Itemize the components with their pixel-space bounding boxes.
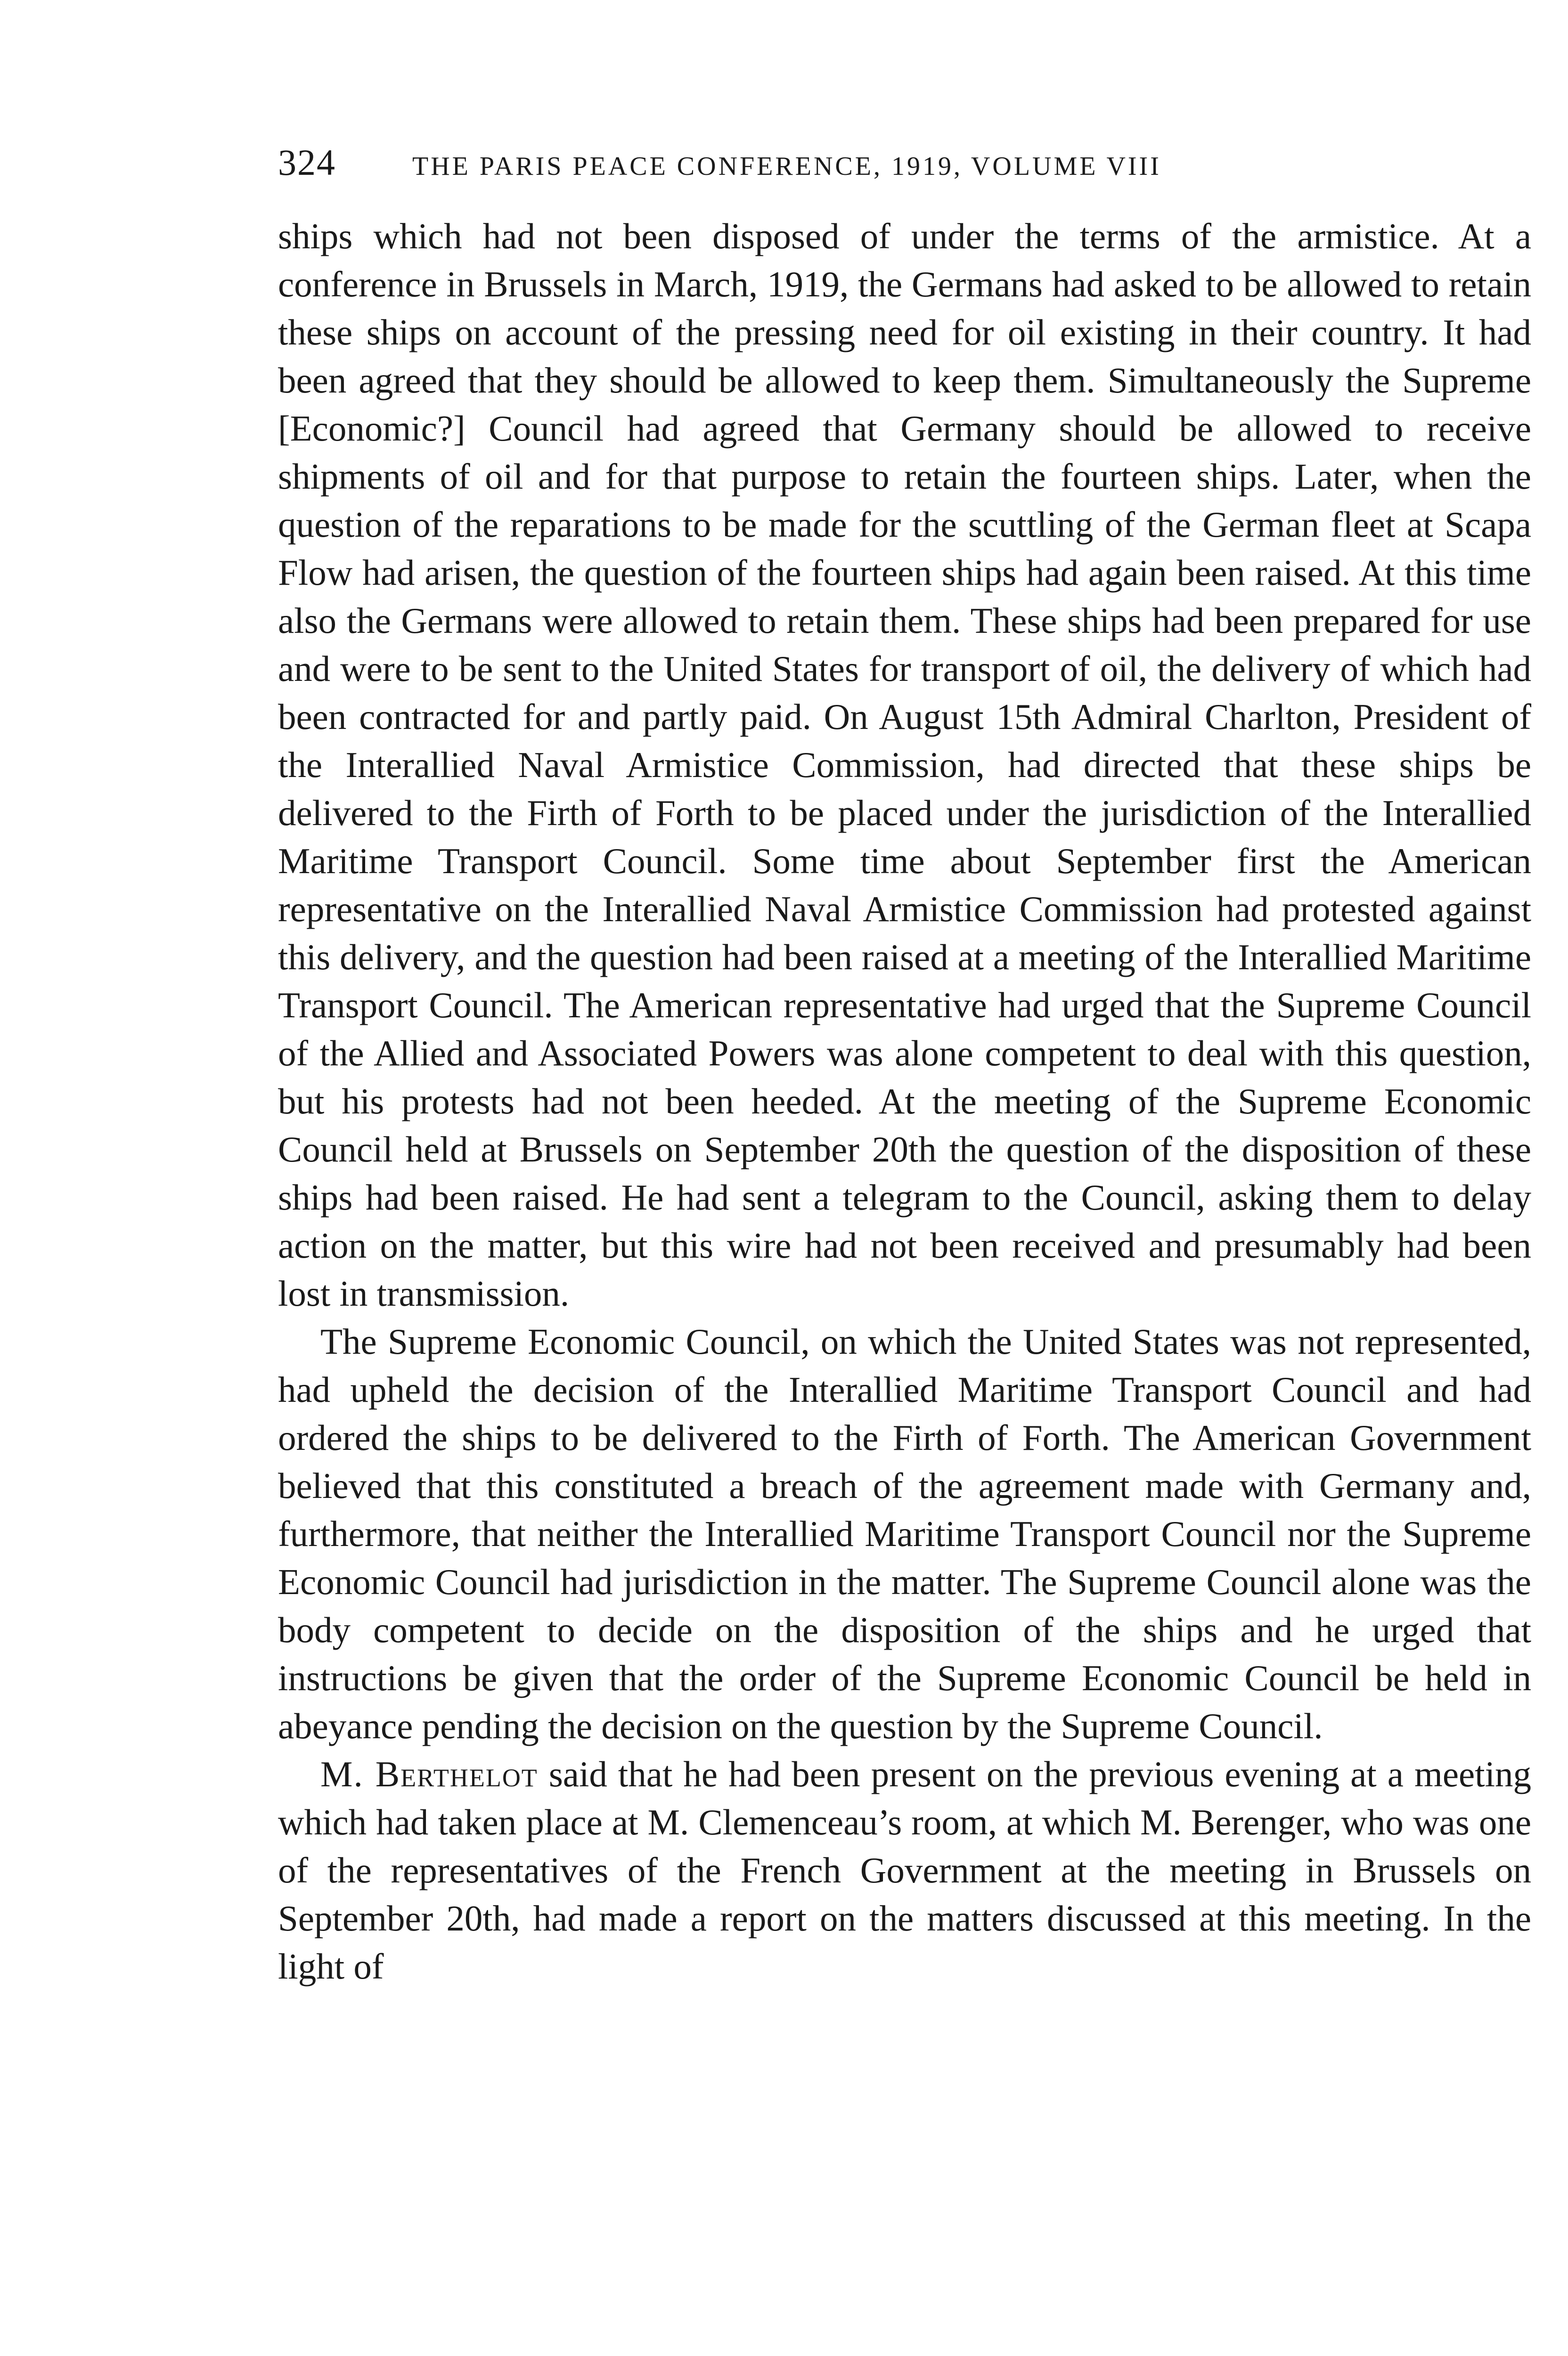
paragraph-supreme-economic-council: The Supreme Economic Council, on which the United States was not represented, had upheld the decision of the Interallied Maritime Transport Council and had ordered the ships to be delivered to the Firth of Forth. The American Government believed that this constituted a breach of the agreement made with Germany and, furthermore, that neither the Interallied Maritime Transport Council nor the Supreme Economic Council had jurisdiction in the matter. The Supreme Council alone was the body competent to decide on the disposition of the ships and he urged that instructions be given that the order of the Supreme Economic Council be held in abeyance pending the decision on the question by the Supreme Council. xyxy=(278,1321,1531,1746)
speaker-statement: said that he had been present on the previous evening at a meeting which had taken place at M. Clemenceau’s room, at which M. Berenger, who was one of the representatives of the French Government at the meeting in Brussels on September 20th, had made a report on the matters discussed at this meeting. In the light of xyxy=(278,1754,1531,1987)
page-number: 324 xyxy=(278,142,336,183)
paragraph-berthelot xyxy=(278,1750,1531,1990)
document-page xyxy=(278,141,1531,1990)
running-title: THE PARIS PEACE CONFERENCE, 1919, VOLUME VIII xyxy=(412,152,1161,181)
speaker-name: M. Berthelot xyxy=(320,1754,538,1794)
paragraph-continuation: ships which had not been disposed of under the terms of the armistice. At a conference in Brussels in March, 1919, the Germans had asked to be allowed to retain these ships on account of the pressing need for oil existing in their country. It had been agreed that they should be allowed to keep them. Simultaneously the Supreme [Economic?] Council had agreed that Germany should be allowed to receive shipments of oil and for that purpose to retain the fourteen ships. Later, when the question of the reparations to be made for the scuttling of the German fleet at Scapa Flow had arisen, the question of the fourteen ships had again been raised. At this time also the Germans were allowed to retain them. These ships had been prepared for use and were to be sent to the United States for transport of oil, the delivery of which had been contracted for and partly paid. On August 15th Admiral Charlton, President of the Interallied Naval Armistice Commission, had directed that these ships be delivered to the Firth of Forth to be placed under the jurisdiction of the Interallied Maritime Transport Council. Some time about September first the American representative on the Interallied Naval Armistice Commission had protested against this delivery, and the question had been raised at a meeting of the Interallied Maritime Transport Council. The American representative had urged that the Supreme Council of the Allied and Associated Powers was alone competent to deal with this question, but his protests had not been heeded. At the meeting of the Supreme Economic Council held at Brussels on September 20th the question of the disposition of these ships had been raised. He had sent a telegram to the Council, asking them to delay action on the matter, but this wire had not been received and presumably had been lost in transmission. xyxy=(278,216,1531,1314)
running-header xyxy=(278,141,1531,203)
body-text xyxy=(278,212,1531,1990)
